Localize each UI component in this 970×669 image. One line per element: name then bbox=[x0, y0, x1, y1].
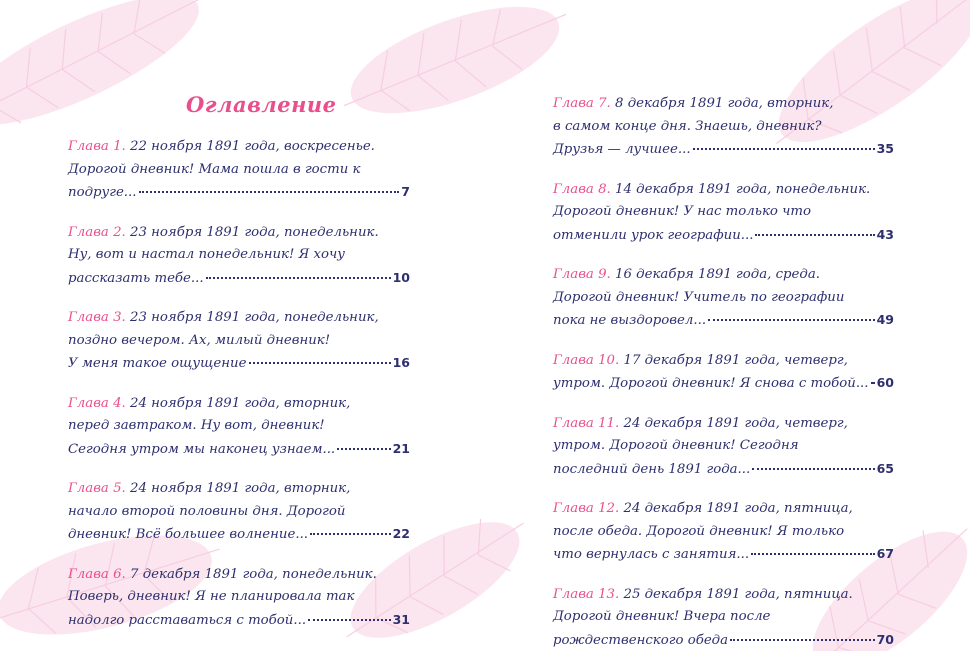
chapter-description: перед завтраком. Ну вот, дневник! bbox=[68, 418, 325, 433]
page-number: 22 bbox=[392, 526, 410, 541]
chapter-description: надолго расставаться с тобой... bbox=[68, 612, 307, 628]
toc-entry[interactable] bbox=[553, 350, 894, 395]
toc-entry-text bbox=[553, 630, 728, 653]
page-number: 43 bbox=[876, 226, 894, 242]
chapter-label: Глава 10. bbox=[553, 352, 620, 368]
dot-leader bbox=[755, 233, 874, 236]
chapter-description: отменили урок географии... bbox=[553, 227, 754, 243]
chapter-label: Глава 7. bbox=[553, 96, 611, 111]
toc-entry-text bbox=[68, 247, 345, 262]
chapter-label: Глава 5. bbox=[68, 481, 126, 496]
toc-entry-line bbox=[68, 523, 410, 546]
chapter-description: в самом конце дня. Знаешь, дневник? bbox=[553, 118, 822, 134]
chapter-description: пока не выздоровел... bbox=[553, 313, 707, 328]
chapter-label: Глава 8. bbox=[553, 181, 611, 197]
toc-entry-text bbox=[68, 589, 354, 604]
chapter-description: 24 ноября 1891 года, вторник, bbox=[130, 395, 351, 411]
chapter-description: 14 декабря 1891 года, понедельник. bbox=[615, 181, 871, 197]
toc-entry[interactable] bbox=[553, 93, 894, 161]
page-number: 16 bbox=[392, 355, 410, 370]
dot-leader bbox=[751, 552, 875, 555]
dot-leader bbox=[752, 467, 874, 470]
dot-leader bbox=[693, 147, 875, 150]
toc-entry-text bbox=[68, 610, 306, 633]
chapter-description: 7 декабря 1891 года, понедельник. bbox=[130, 566, 377, 582]
toc-entry-line bbox=[68, 181, 410, 204]
toc-entry-line bbox=[68, 352, 410, 375]
dot-leader bbox=[871, 381, 875, 384]
toc-entry-text bbox=[553, 353, 848, 368]
chapter-description: Поверь, дневник! Я не планировала так bbox=[68, 589, 355, 604]
page-number: 7 bbox=[401, 184, 410, 199]
toc-entry-line bbox=[553, 498, 894, 521]
toc-entry-line bbox=[553, 224, 894, 247]
chapter-description: 25 декабря 1891 года, пятница. bbox=[623, 586, 853, 602]
toc-entry-line bbox=[553, 435, 894, 458]
toc-entry-line bbox=[68, 478, 410, 501]
toc-entry-line bbox=[553, 372, 894, 395]
chapter-description: 22 ноября 1891 года, воскресенье. bbox=[130, 139, 375, 154]
dot-leader bbox=[139, 190, 400, 193]
chapter-description: утром. Дорогой дневник! Сегодня bbox=[553, 438, 799, 453]
toc-entry-line bbox=[68, 244, 410, 267]
chapter-description: подруге... bbox=[68, 185, 137, 200]
chapter-label: Глава 12. bbox=[553, 501, 620, 516]
toc-column-left bbox=[68, 136, 410, 649]
toc-entry-text bbox=[553, 267, 820, 282]
toc-entry-text bbox=[553, 96, 833, 111]
chapter-description: 17 декабря 1891 года, четверг, bbox=[623, 352, 848, 368]
dot-leader bbox=[730, 638, 875, 641]
dot-leader bbox=[337, 447, 390, 450]
toc-entry-line bbox=[68, 586, 410, 609]
chapter-description: Ну, вот и настал понедельник! Я хочу bbox=[68, 247, 345, 262]
toc-entry-text bbox=[553, 438, 799, 453]
chapter-description: 8 декабря 1891 года, вторник, bbox=[615, 96, 834, 111]
toc-entry-text bbox=[553, 290, 844, 305]
chapter-description: 24 ноября 1891 года, вторник, bbox=[130, 481, 351, 496]
toc-entry[interactable] bbox=[68, 393, 410, 461]
toc-entry-line bbox=[553, 543, 894, 566]
chapter-description: 24 декабря 1891 года, четверг, bbox=[623, 415, 848, 431]
chapter-description: 16 декабря 1891 года, среда. bbox=[615, 267, 820, 282]
chapter-description: утром. Дорогой дневник! Я снова с тобой... bbox=[553, 376, 869, 391]
chapter-label: Глава 11. bbox=[553, 415, 620, 431]
toc-entry-text bbox=[68, 567, 377, 582]
toc-entry-line bbox=[68, 438, 410, 461]
page-number: 31 bbox=[392, 611, 410, 627]
toc-entry-text bbox=[68, 225, 379, 240]
toc-entry-text bbox=[553, 182, 870, 197]
toc-entry-line bbox=[68, 159, 410, 182]
chapter-label: Глава 2. bbox=[68, 224, 126, 240]
dot-leader bbox=[310, 532, 391, 535]
feather-icon bbox=[0, 0, 223, 154]
page-number: 60 bbox=[876, 375, 894, 390]
chapter-label: Глава 4. bbox=[68, 395, 126, 411]
toc-entry-line bbox=[553, 413, 894, 436]
toc-entry[interactable] bbox=[553, 584, 894, 652]
toc-entry-text bbox=[68, 439, 335, 462]
toc-entry-text bbox=[68, 418, 325, 433]
dot-leader bbox=[249, 361, 391, 364]
chapter-description: 23 ноября 1891 года, понедельник. bbox=[130, 224, 379, 240]
toc-entry-line bbox=[68, 609, 410, 632]
toc-entry-text bbox=[553, 139, 691, 162]
chapter-label: Глава 3. bbox=[68, 310, 126, 325]
toc-entry-line bbox=[553, 309, 894, 332]
toc-entry-text bbox=[553, 609, 770, 624]
toc-column-right bbox=[553, 93, 894, 669]
chapter-description: поздно вечером. Ах, милый дневник! bbox=[68, 332, 331, 348]
chapter-description: 24 декабря 1891 года, пятница, bbox=[623, 501, 853, 516]
toc-entry-text bbox=[553, 373, 869, 396]
chapter-description: Дорогой дневник! Учитель по географии bbox=[553, 289, 845, 305]
chapter-description: последний день 1891 года... bbox=[553, 461, 751, 477]
chapter-description: Дорогой дневник! Мама пошла в гости к bbox=[68, 161, 361, 177]
chapter-description: Дорогой дневник! У нас только что bbox=[553, 204, 812, 219]
toc-entry-text bbox=[68, 162, 360, 177]
toc-entry-text bbox=[68, 182, 137, 205]
toc-entry-line bbox=[68, 564, 410, 587]
chapter-label: Глава 1. bbox=[68, 139, 126, 154]
toc-entry[interactable] bbox=[68, 222, 410, 290]
toc-entry-line bbox=[68, 136, 410, 159]
page-number: 49 bbox=[876, 312, 894, 327]
dot-leader bbox=[308, 618, 391, 621]
toc-entry-text bbox=[68, 524, 308, 547]
toc-entry-text bbox=[553, 119, 821, 134]
chapter-description: начало второй половины дня. Дорогой bbox=[68, 503, 346, 519]
toc-entry-text bbox=[68, 353, 247, 376]
toc-entry-line bbox=[553, 584, 894, 607]
toc-entry-line bbox=[553, 287, 894, 310]
toc-entry-line bbox=[68, 267, 410, 290]
toc-entry-line bbox=[553, 629, 894, 652]
toc-entry-line bbox=[68, 330, 410, 353]
toc-entry-text bbox=[68, 481, 350, 496]
toc-entry-line bbox=[553, 606, 894, 629]
toc-entry-text bbox=[553, 310, 706, 333]
toc-entry[interactable] bbox=[553, 498, 894, 566]
chapter-description: дневник! Всё большее волнение... bbox=[68, 527, 309, 542]
toc-entry-line bbox=[553, 264, 894, 287]
page-number: 70 bbox=[876, 631, 894, 647]
feather-icon bbox=[329, 0, 582, 139]
dot-leader bbox=[206, 276, 391, 279]
toc-entry[interactable] bbox=[68, 307, 410, 375]
page-number: 67 bbox=[876, 546, 894, 561]
toc-entry[interactable] bbox=[68, 478, 410, 546]
chapter-description: Дорогой дневник! Вчера после bbox=[553, 609, 771, 624]
chapter-description: У меня такое ощущение bbox=[68, 356, 247, 371]
chapter-description: после обеда. Дорогой дневник! Я только bbox=[553, 523, 845, 539]
toc-entry-line bbox=[68, 393, 410, 416]
dot-leader bbox=[708, 318, 875, 321]
page-number: 35 bbox=[876, 141, 894, 156]
toc-entry-line bbox=[553, 93, 894, 116]
toc-entry[interactable] bbox=[553, 179, 894, 247]
toc-entry[interactable] bbox=[553, 264, 894, 332]
toc-entry-line bbox=[553, 138, 894, 161]
toc-entry-line bbox=[553, 521, 894, 544]
toc-entry-line bbox=[68, 415, 410, 438]
chapter-label: Глава 9. bbox=[553, 267, 611, 282]
toc-entry-text bbox=[553, 204, 811, 219]
toc-entry-line bbox=[68, 222, 410, 245]
toc-entry-text bbox=[553, 587, 853, 602]
page-number: 21 bbox=[392, 440, 410, 456]
toc-entry-line bbox=[553, 201, 894, 224]
toc-entry-text bbox=[68, 310, 379, 325]
toc-entry-text bbox=[553, 524, 844, 539]
chapter-description: 23 ноября 1891 года, понедельник, bbox=[130, 310, 379, 325]
toc-entry-line bbox=[553, 350, 894, 373]
toc-entry-line bbox=[68, 501, 410, 524]
toc-entry-text bbox=[68, 396, 350, 411]
chapter-description: Друзья — лучшее... bbox=[553, 142, 691, 157]
toc-entry[interactable] bbox=[553, 413, 894, 481]
toc-entry-text bbox=[68, 139, 375, 154]
toc-entry-text bbox=[68, 504, 345, 519]
toc-entry[interactable] bbox=[68, 136, 410, 204]
toc-entry-line bbox=[68, 307, 410, 330]
chapter-label: Глава 6. bbox=[68, 566, 126, 582]
chapter-description: рождественского обеда bbox=[553, 632, 729, 648]
toc-entry-text bbox=[68, 268, 204, 291]
page-number: 10 bbox=[392, 269, 410, 285]
toc-entry-line bbox=[553, 458, 894, 481]
toc-entry-line bbox=[553, 116, 894, 139]
toc-entry-text bbox=[553, 416, 848, 431]
page-title: Оглавление bbox=[186, 92, 337, 117]
toc-entry-line bbox=[553, 179, 894, 202]
chapter-description: Сегодня утром мы наконец узнаем... bbox=[68, 441, 336, 457]
chapter-description: что вернулась с занятия... bbox=[553, 547, 750, 562]
toc-entry-text bbox=[553, 225, 753, 248]
chapter-description: рассказать тебе... bbox=[68, 270, 204, 286]
toc-entry-text bbox=[553, 544, 749, 567]
toc-entry-text bbox=[553, 459, 750, 482]
toc-entry[interactable] bbox=[68, 564, 410, 632]
chapter-label: Глава 13. bbox=[553, 586, 620, 602]
page-number: 65 bbox=[876, 460, 894, 476]
toc-entry-text bbox=[68, 333, 330, 348]
toc-entry-text bbox=[553, 501, 853, 516]
